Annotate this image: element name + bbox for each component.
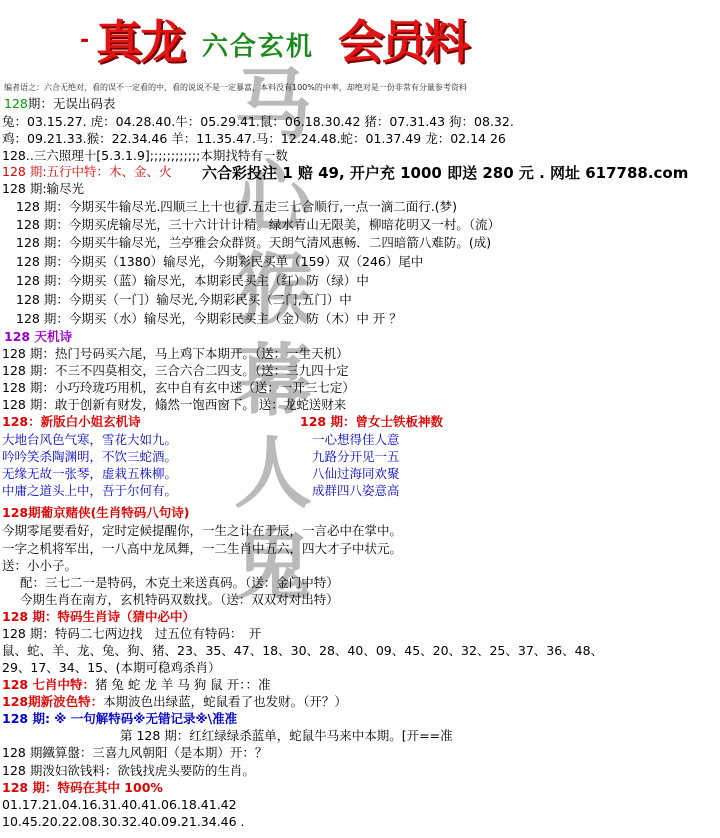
yiju-title: 128 期: ※ 一句解特码※无错记录※\准准 (2, 711, 238, 726)
putao-line: 送：小小子。 (2, 558, 78, 573)
xuanji-right-title: 128 期：曾女士铁板神数 (300, 414, 443, 429)
bose-label: 128期新波色特： (2, 694, 104, 709)
xuanji-left-title: 128：新版白小姐玄机诗 (2, 414, 141, 429)
wuxing-line: 128 期：今期买（一门）输尽光,今期彩民买（二门,五门）中 (16, 292, 352, 307)
texiao-line: 128 期：特码二七两边找 过五位有特码： 开 (2, 626, 262, 641)
bose-text: 本期波色出绿蓝，蛇鼠看了也发财。（开？） (103, 694, 347, 709)
header-title-b: 六合玄机 (202, 32, 315, 62)
header-title-a: 真龙 (96, 15, 184, 69)
xuanji-right-line: 一心想得佳人意 (312, 432, 400, 447)
wuxing-line: 128 期：今期买虎输尽光，三十六计计计精。绿水青山无限美，柳暗花明又一村。（流） (16, 217, 501, 232)
codes-num: 128 (4, 96, 28, 111)
tema-title: 128 期：特码在其中 100% (2, 780, 163, 795)
wuxing-sub: 128 期:输尽光 (2, 181, 85, 196)
texiao-title: 128 期：特码生肖诗（猜中必中） (2, 609, 195, 624)
suanpan-text: 三喜九风朝阳（是本期）开：？ (92, 745, 268, 760)
tianji-line: 128 期：小巧玲珑巧用机，玄中自有玄中迷（送：一开三七定） (2, 380, 355, 395)
page-header (80, 2, 540, 69)
tema-row: 10.45.20.22.08.30.32.40.09.21.34.46 . (2, 814, 245, 829)
qixiao-text: 猪 兔 蛇 龙 羊 马 狗 鼠 开：：准 (94, 677, 271, 692)
suanpan-line (2, 744, 267, 762)
tianji-line: 128 期：热门号码买六尾，马上鸡下本期开。（送：一生天机） (2, 346, 349, 361)
disclaimer: 编者语之：六合无绝对，看的误不一定看的中，看的说说不是一定暴富，本料没有100%的中率，却绝对是一份非常有分量参考资料 (4, 83, 467, 92)
xuanji-left-line: 中庸之道头上中，吾于尔何有。 (2, 483, 178, 498)
watermark-char: 鬼 (233, 520, 312, 611)
wuxing-line: 128 期：今期买（水）输尽光，今期彩民买主（金）防（木）中 开 ？ (16, 311, 402, 326)
codes-title-text: 期：无误出码表 (27, 96, 116, 111)
wuxing-line: 128 期：今期买牛输尽光，兰亭雅会众群贤。天朗气清风惠畅．二四暗箭八难防。(成) (16, 235, 492, 250)
watermark-char: 幕 (233, 336, 312, 427)
putao-title: 128期葡京赌侠(生肖特码八句诗) (2, 505, 190, 520)
xuanji-right-line: 成群四八姿意高 (312, 483, 400, 498)
watermark-char: 猴 (233, 244, 312, 335)
tema-row: 01.17.21.04.16.31.40.41.06.18.41.42 (2, 797, 237, 812)
wuxing-line: 128 期：今期买牛输尽光.四顺三上十也行.五走三七合顺行,一点一滴二面行.(梦) (16, 199, 457, 214)
xuanji-left-line: 大地台风色气寒，雪花大如九。 (2, 432, 178, 447)
putao-line: 配：三七二一是特码，木克土来送真码。（送：金门中特） (20, 575, 339, 590)
wuxing-line: 128 期：今期买（1380）输尽光，今期彩民买单（159）双（246）尾中 (16, 254, 424, 269)
watermark-char: 人 (233, 428, 312, 519)
watermark-char: 马 (233, 60, 312, 151)
codes-row: 鸡：09.21.33.猴：22.34.46 羊：11.35.47.马：12.24.48.蛇：01.37.49 龙：02.14 26 (2, 131, 506, 146)
qixiao-label: 128 七肖中特： (2, 677, 95, 692)
tianji-title: 128 天机诗 (4, 329, 72, 344)
texiao-line: 鼠、蛇、羊、龙、兔、狗、猪、23、35、47、18、30、28、40、09、45、20、32、25、37、36、48、 (2, 643, 604, 658)
putao-line: 今期生肖在南方，玄机特码双数找。（送：双双对对出特） (20, 592, 339, 607)
yiju-text: 第 128 期：红红绿绿杀蓝单，蛇鼠牛马来中本期。[开==准 (120, 728, 453, 743)
ad-banner: 六合彩投注 1 赔 49, 开户充 1000 即送 280 元 . 网址 617788.com (202, 164, 689, 182)
putao-line: 今期零尾要看好，定时定候提醒你，一生之计在于辰，一言必中在掌中。 (2, 523, 403, 538)
header-dash: - (80, 28, 90, 53)
suanpan-label: 128 期鐵算盤： (2, 745, 93, 760)
xuanji-right-line: 八仙过海同欢聚 (312, 466, 400, 481)
tianji-line: 128 期：敢于创新有财发，翛然一饱西窗下。 送：龙蛇送财来 (2, 397, 347, 412)
wuxing-line: 128 期：今期买（蓝）输尽光，本期彩民买主（红）防（绿）中 (16, 273, 369, 288)
xuanji-right-line: 九路分开见一五 (312, 449, 400, 464)
sanliu-line: 128..三六照理十[5.3.1.9];;;;;;;;;;;;本期找特有一数 (2, 148, 288, 163)
texiao-line: 29、17、34、15、(本期可稳鸡杀肖） (2, 660, 221, 675)
codes-title (4, 95, 115, 113)
codes-row: 兔：03.15.27. 虎：04.28.40.牛：05.29.41.鼠：06.18.30.42 猪：07.31.43 狗：08.32. (2, 114, 514, 129)
putao-line: 一字之机将军出，一八高中龙凤舞，一二生肖中五六，四大才子中状元。 (2, 541, 403, 556)
wuxing-title: 128 期:五行中特：木、金、火 (2, 164, 172, 179)
header-title-c: 会员料 (338, 15, 467, 69)
qixiao-line (2, 676, 271, 694)
xuanji-left-line: 无缘无故一张琴，虚栽五株柳。 (2, 466, 178, 481)
bose-line (2, 693, 347, 711)
laopo-line: 128 期泼妇欲钱料：欲钱找虎头要防的生肖。 (2, 763, 255, 778)
tianji-line: 128 期：不三不四莫相交，三合六合二四支。（送：三九四十定 (2, 363, 349, 378)
watermark-char: 心 (233, 152, 312, 243)
xuanji-left-line: 吟吟笑杀陶渊明，不饮三蛇酒。 (2, 449, 178, 464)
